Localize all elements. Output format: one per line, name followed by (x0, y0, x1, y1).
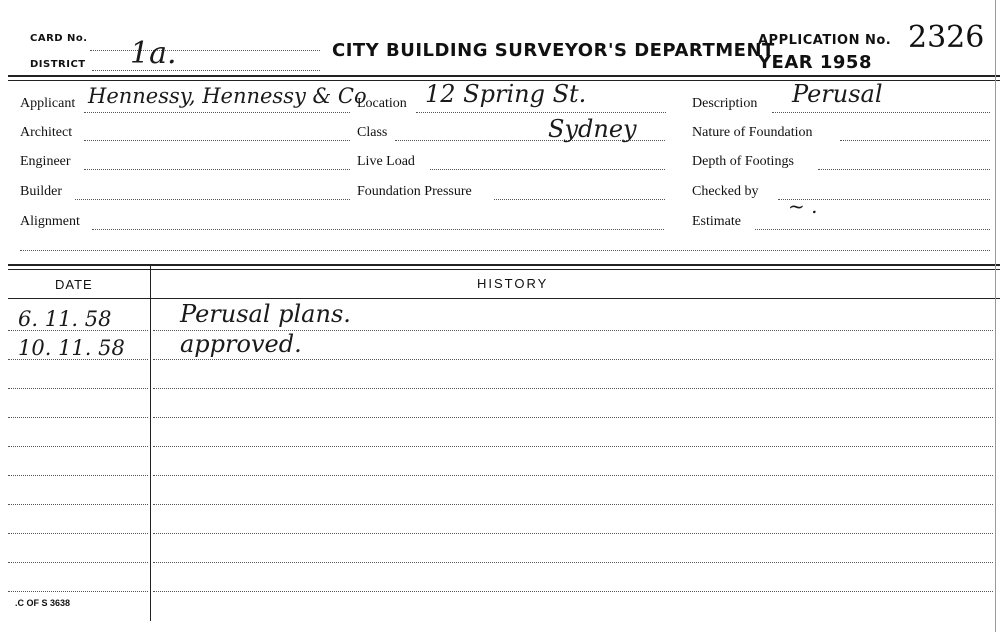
header-rule (8, 75, 1000, 77)
depth-of-footings-label: Depth of Footings (692, 154, 794, 169)
class-value: Sydney (548, 115, 637, 143)
ruled-line-date (8, 446, 148, 447)
history-row-1-date: 6. 11. 58 (18, 307, 112, 331)
architect-label: Architect (20, 125, 73, 140)
ruled-line-date (8, 562, 148, 563)
location-label: Location (357, 96, 407, 111)
page-title: CITY BUILDING SURVEYOR'S DEPARTMENT (332, 40, 775, 61)
ruled-line-history (153, 562, 993, 563)
live-load-label: Live Load (357, 154, 415, 169)
alignment-line (92, 229, 664, 230)
engineer-line (84, 169, 350, 170)
application-number: 2326 (908, 20, 985, 55)
extra-line (20, 250, 990, 251)
foundation-pressure-label: Foundation Pressure (357, 184, 472, 199)
location-line (416, 112, 666, 113)
ruled-line-date (8, 504, 148, 505)
year-label: YEAR 1958 (758, 52, 872, 73)
district-line (92, 70, 320, 71)
estimate-value: ~ . (788, 194, 818, 218)
form-code: .C OF S 3638 (15, 598, 71, 608)
ruled-line-history (153, 591, 993, 592)
applicant-line (84, 112, 350, 113)
ruled-line-date (8, 475, 148, 476)
ruled-line-history (153, 533, 993, 534)
depth-line (818, 169, 990, 170)
ruled-line-history (153, 504, 993, 505)
history-row-1-entry: Perusal plans. (180, 300, 351, 328)
history-header-rule (8, 298, 1000, 299)
foundation-pressure-line (494, 199, 665, 200)
ruled-line-history (153, 417, 993, 418)
alignment-label: Alignment (20, 214, 80, 229)
description-line (772, 112, 990, 113)
applicant-label: Applicant (20, 96, 76, 111)
nature-line (840, 140, 990, 141)
estimate-label: Estimate (692, 214, 741, 229)
class-label: Class (357, 125, 388, 140)
builder-label: Builder (20, 184, 62, 199)
ruled-line-history (153, 359, 993, 360)
description-label: Description (692, 96, 758, 111)
engineer-label: Engineer (20, 154, 71, 169)
applicant-value: Hennessy, Hennessy & Co (88, 84, 367, 108)
date-header: DATE (55, 277, 93, 292)
card-label: CARD No. (30, 33, 88, 44)
description-value: Perusal (792, 80, 883, 108)
builder-line (75, 199, 350, 200)
ruled-line-history (153, 446, 993, 447)
history-top-rule (8, 264, 1000, 266)
checked-by-label: Checked by (692, 184, 759, 199)
ruled-line-date (8, 533, 148, 534)
card-value: 1a. (130, 36, 177, 71)
ruled-line-history (153, 475, 993, 476)
location-value: 12 Spring St. (425, 80, 587, 108)
nature-of-foundation-label: Nature of Foundation (692, 125, 813, 140)
column-divider (150, 266, 151, 621)
history-header: HISTORY (477, 276, 549, 291)
application-label: APPLICATION No. (758, 33, 892, 48)
card-line (90, 50, 320, 51)
district-label: DISTRICT (30, 59, 86, 70)
live-load-line (430, 169, 665, 170)
ruled-line-date (8, 591, 148, 592)
architect-line (84, 140, 350, 141)
ruled-line-date (8, 388, 148, 389)
ruled-line-date (8, 417, 148, 418)
estimate-line (755, 229, 990, 230)
history-row-2-entry: approved. (180, 330, 302, 358)
history-row-2-date: 10. 11. 58 (18, 336, 125, 360)
ruled-line-history (153, 388, 993, 389)
card-edge (995, 0, 996, 632)
history-top-rule-thin (8, 269, 1000, 270)
